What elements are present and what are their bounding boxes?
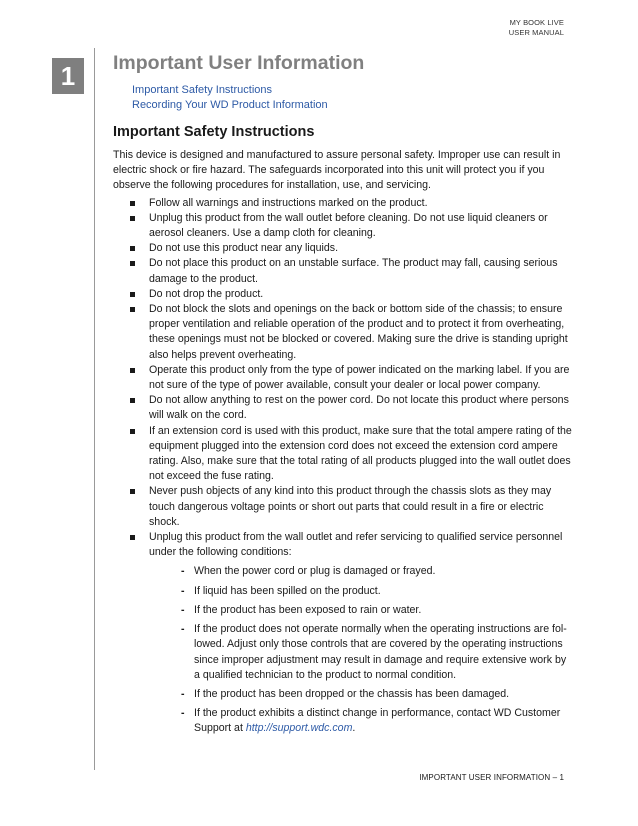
- chapter-toc: [132, 83, 328, 112]
- dash-marker: -: [181, 565, 185, 578]
- bullet-text: Never push objects of any kind into this product through the chassis slots as they may touch dangerous voltage points or short out parts that could result in a fire or electric shock.: [149, 485, 552, 528]
- list-item: [113, 302, 573, 363]
- dash-marker: -: [181, 603, 185, 616]
- conditions-list: [149, 564, 573, 736]
- bullet-text: Unplug this product from the wall outlet before cleaning. Do not use liquid cleaners or aerosol cleaners. Use a damp cloth for cleaning.: [149, 211, 548, 240]
- bullet-marker: [130, 261, 135, 266]
- condition-text: If liquid has been spilled on the product.: [194, 584, 381, 597]
- toc-link-safety-instructions[interactable]: Important Safety Instructions: [132, 84, 273, 96]
- bullet-text: Do not allow anything to rest on the power cord. Do not locate this product where persons will walk on the cord.: [149, 394, 569, 422]
- chapter-vertical-rule: [94, 48, 95, 770]
- condition-item: [149, 603, 573, 618]
- bullet-text: Do not block the slots and openings on the back or bottom side of the chassis; to ensure proper ventilation and reliable operation of the product and to protect it from overheating, these openings must not be blocked or covered. Making sure the drive is standing upright also helps prevent overheating.: [149, 303, 568, 361]
- condition-item: [149, 584, 573, 599]
- list-item: [113, 196, 573, 211]
- dash-marker: -: [181, 623, 185, 636]
- section-body: [113, 148, 573, 741]
- list-item: [113, 287, 573, 302]
- page-footer: IMPORTANT USER INFORMATION – 1: [419, 773, 564, 782]
- condition-item: [149, 564, 573, 579]
- condition-end-period: .: [352, 722, 356, 735]
- bullet-marker: [130, 535, 135, 540]
- running-header: [509, 18, 564, 38]
- bullet-marker: [130, 489, 135, 494]
- dash-marker: -: [181, 584, 185, 597]
- bullet-marker: [130, 429, 135, 434]
- header-doc-type: USER MANUAL: [508, 28, 564, 37]
- list-item: [113, 211, 573, 241]
- condition-text: If the product does not operate normally when the operating instructions are fol-lowed. Adjust only those controls that are covered by the operating instructions since improper adjustment may result in damage and require extensive work by a qualified technician to the product to normal condition.: [194, 623, 567, 681]
- header-product: MY BOOK LIVE: [509, 18, 564, 27]
- safety-bullet-list: [113, 196, 573, 737]
- bullet-text: Operate this product only from the type of power indicated on the marking label. If you are not sure of the type of power available, consult your dealer or local power company.: [149, 363, 570, 392]
- condition-text: If the product exhibits a distinct change in performance, contact WD Customer Support at: [194, 707, 561, 735]
- bullet-marker: [130, 246, 135, 251]
- bullet-marker: [130, 307, 135, 312]
- condition-item: [149, 622, 573, 683]
- bullet-marker: [130, 201, 135, 206]
- condition-text: If the product has been exposed to rain or water.: [194, 603, 422, 616]
- condition-text: If the product has been dropped or the chassis has been damaged.: [194, 687, 510, 700]
- list-item: [113, 241, 573, 256]
- list-item: [113, 393, 573, 423]
- list-item: [113, 363, 573, 393]
- bullet-marker: [130, 368, 135, 373]
- bullet-text: Do not drop the product.: [149, 287, 264, 300]
- dash-marker: -: [181, 707, 185, 720]
- condition-text: When the power cord or plug is damaged or frayed.: [194, 565, 436, 578]
- bullet-marker: [130, 292, 135, 297]
- dash-marker: -: [181, 687, 185, 700]
- condition-item: [149, 706, 573, 736]
- bullet-text: Unplug this product from the wall outlet and refer servicing to qualified service personnel under the following conditions:: [149, 531, 563, 559]
- bullet-text: Do not place this product on an unstable surface. The product may fall, causing serious damage to the product.: [149, 257, 558, 285]
- section-title: Important Safety Instructions: [113, 124, 315, 140]
- list-item: [113, 484, 573, 530]
- list-item: [113, 256, 573, 286]
- toc-link-recording-product-info[interactable]: Recording Your WD Product Information: [132, 98, 328, 111]
- intro-paragraph: This device is designed and manufactured to assure personal safety. Improper use can result in electric shock or fire hazard. The safeguards incorporated into this unit will protect you if you observe the following procedures for installation, use, and servicing.: [113, 149, 561, 192]
- bullet-marker: [130, 216, 135, 221]
- bullet-text: Do not use this product near any liquids.: [149, 242, 339, 255]
- chapter-title: Important User Information: [113, 52, 365, 74]
- list-item: [113, 530, 573, 736]
- bullet-marker: [130, 398, 135, 403]
- chapter-number-badge: 1: [52, 58, 84, 94]
- condition-item: [149, 687, 573, 702]
- bullet-text: If an extension cord is used with this product, make sure that the total ampere rating of the equipment plugged into the extension cord does not exceed the extension cord ampere rating. Also, make sure that the total rating of all products plugged into the wall outlet does not exceed the fuse rating.: [149, 424, 572, 483]
- bullet-text: Follow all warnings and instructions marked on the product.: [149, 196, 428, 209]
- support-link[interactable]: http://support.wdc.com: [245, 722, 353, 735]
- list-item: [113, 424, 573, 485]
